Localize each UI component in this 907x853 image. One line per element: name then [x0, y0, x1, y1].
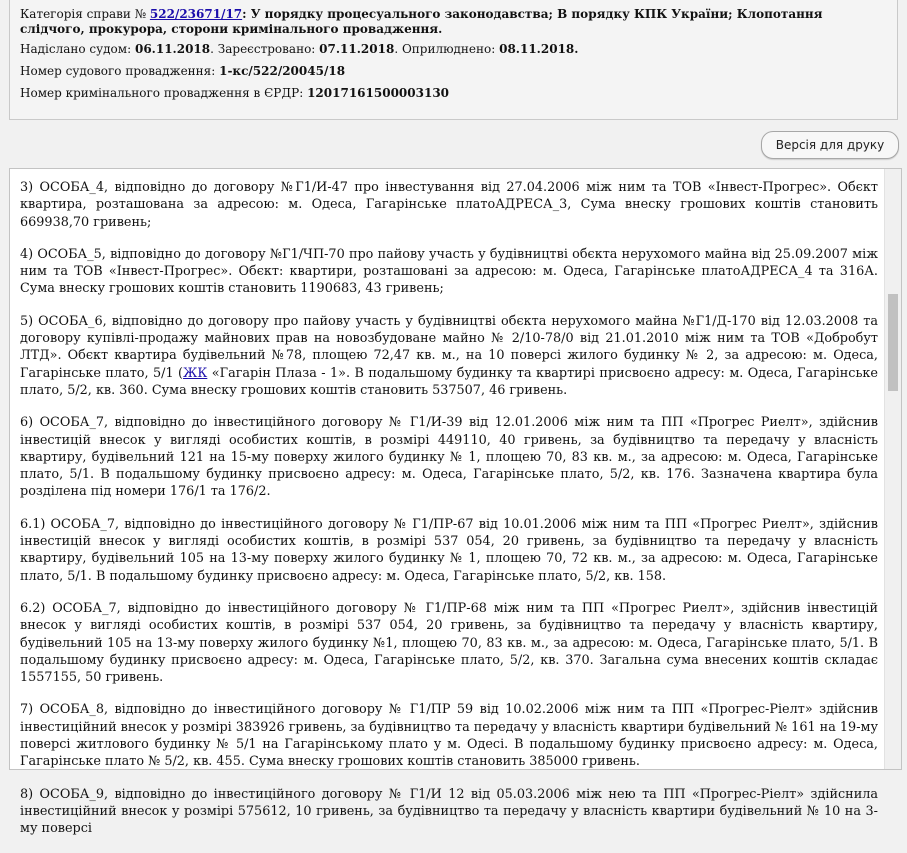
paragraph: 6) ОСОБА_7, відповідно до інвестиційного договору № Г1/И-39 від 12.01.2006 між ним та ПП «Прогрес Риелт», здійснив інвестицій внесок у вигляді особистих коштів, в розмірі 449110, 40 гривень, за будівництво та передачу у власність квартиру, будівельний 121 на 15-му поверху жилого будинку № 1, площею 70, 83 кв. м., за адресою: м. Одеса, Гагарінське плато, 5/1. В подальшому будинку присвоєно адресу: м. Одеса, Гагарінське плато, 5/2, кв. 176. Зазначена квартира була розділена під номери 176/1 та 176/2. — [20, 415, 878, 500]
case-dates-line: Надіслано судом: 06.11.2018. Зареєстровано: 07.11.2018. Оприлюднено: 08.11.2018. — [20, 42, 579, 56]
proceeding-number: 1-кс/522/20045/18 — [219, 64, 346, 78]
vertical-scrollbar[interactable] — [884, 169, 901, 769]
document-viewer[interactable] — [9, 168, 902, 837]
print-version-button[interactable]: Версія для друку — [761, 131, 899, 159]
paragraph: 5) ОСОБА_6, відповідно до договору про пайову участь у будівництві обєкта нерухомого майна №Г1/Д-170 від 12.03.2008 та договору купівлі-продажу майнових прав на новозбудоване майно № 2/10-78/0 від 21.01.2010 між ним та ТОВ «Добробут ЛТД». Обєкт квартира будівельний №78, площею 72,47 кв. м., на 10 поверсі жилого будинку № 2, за адресою: м. Одеса, Гагарінське плато, 5/1 (ЖК «Гагарін Плаза - 1». В подальшому будинку та квартирі присвоєно адресу: м. Одеса, Гагарінське плато, 5/2, кв. 360. Сума внеску грошових коштів становить 537507, 46 гривень. — [20, 313, 878, 398]
case-info-panel — [9, 0, 898, 120]
proceeding-number-line: Номер судового провадження: 1-кс/522/20045/18 — [20, 64, 346, 78]
paragraph: 6.2) ОСОБА_7, відповідно до інвестиційного договору № Г1/ПР-68 між ним та ПП «Прогрес Риелт», здійснив інвестицій внесок у вигляді особистих коштів, в розмірі 537 054, 20 гривень, за будівництво та передачу у власність квартиру, будівельний 105 на 13-му поверху жилого будинку №1, площею 70, 83 кв. м., за адресою: м. Одеса, Гагарінське плато, 5/1. В подальшому будинку присвоєно адресу: м. Одеса, Гагарінське плато, 5/2, кв. 370. Загальна сума внесених коштів складає 1557155, 50 гривень. — [20, 600, 878, 686]
paragraph: 7) ОСОБА_8, відповідно до інвестиційного договору № Г1/ПР 59 від 10.02.2006 між ним та ПП «Прогрес-Ріелт» здійснив інвестиційний внесок у розмірі 383926 гривень, за будівництво та передачу у власність квартири будівельний № 161 на 19-му поверсі житлового будинку № 5/1 на Гагарінському плато у м. Одесі. В подальшому будинку присвоєно адресу: м. Одеса, Гагарінське плато № 5/2, кв. 455. Сума внеску грошових коштів становить 385000 гривень. — [20, 702, 878, 770]
paragraph: 6.1) ОСОБА_7, відповідно до інвестиційного договору № Г1/ПР-67 від 10.01.2006 між ним та ПП «Прогрес Риелт», здійснив інвестицій внесок у вигляді особистих коштів, в розмірі 537 054, 20 гривень, за будівництво та передачу у власність квартиру, будівельний 105 на 13-му поверху жилого будинку № 1, площею 70, 72 кв. м., за адресою: м. Одеса, Гагарінське плато, 5/1. В подальшому будинку присвоєно адресу: м. Одеса, Гагарінське плато, 5/2, кв. 158. — [20, 516, 878, 584]
erdr-number-line: Номер кримінального провадження в ЄРДР: 12017161500003130 — [20, 86, 450, 100]
paragraph: 4) ОСОБА_5, відповідно до договору №Г1/ЧП-70 про пайову участь у будівництві обєкта нерухомого майна від 25.09.2007 між ним та ТОВ «Інвест-Прогрес». Обєкт: квартири, розташовані за адресою: м. Одеса, Гагарінське платоАДРЕСА_4 та 316А. Сума внеску грошових коштів становить 1190683, 43 гривень; — [20, 246, 878, 297]
case-category-line: Категорія справи № 522/23671/17: У порядку процесуального законодавства; В порядку КПК України; Клопотання слідчого, прокурора, сторони кримінального провадження. — [20, 7, 823, 36]
case-number-link[interactable]: 522/23671/17 — [149, 7, 243, 21]
paragraph: 3) ОСОБА_4, відповідно до договору №Г1/И-47 про інвестування від 27.04.2006 між ним та ТОВ «Інвест-Прогрес». Обєкт квартира, розташована за адресою: м. Одеса, Гагарінське платоАДРЕСА_3, Сума внеску грошових коштів становить 669938,70 гривень; — [20, 180, 878, 230]
erdr-number: 12017161500003130 — [307, 86, 450, 100]
registered-date: 07.11.2018 — [319, 42, 395, 56]
sent-date: 06.11.2018 — [134, 42, 211, 56]
complex-link[interactable]: ЖК — [183, 365, 208, 381]
scrollbar-thumb[interactable] — [888, 294, 898, 391]
published-date: 08.11.2018 — [499, 42, 575, 56]
paragraph: 8) ОСОБА_9, відповідно до інвестиційного договору № Г1/И 12 від 05.03.2006 між нею та ПП «Прогрес-Ріелт» здійснила інвестиційний внесок у розмірі 575612, 10 гривень, за будівництво та передачу у власність квартири будівельний № 10 на 3-му поверсі — [20, 786, 878, 837]
document-text — [20, 179, 878, 853]
